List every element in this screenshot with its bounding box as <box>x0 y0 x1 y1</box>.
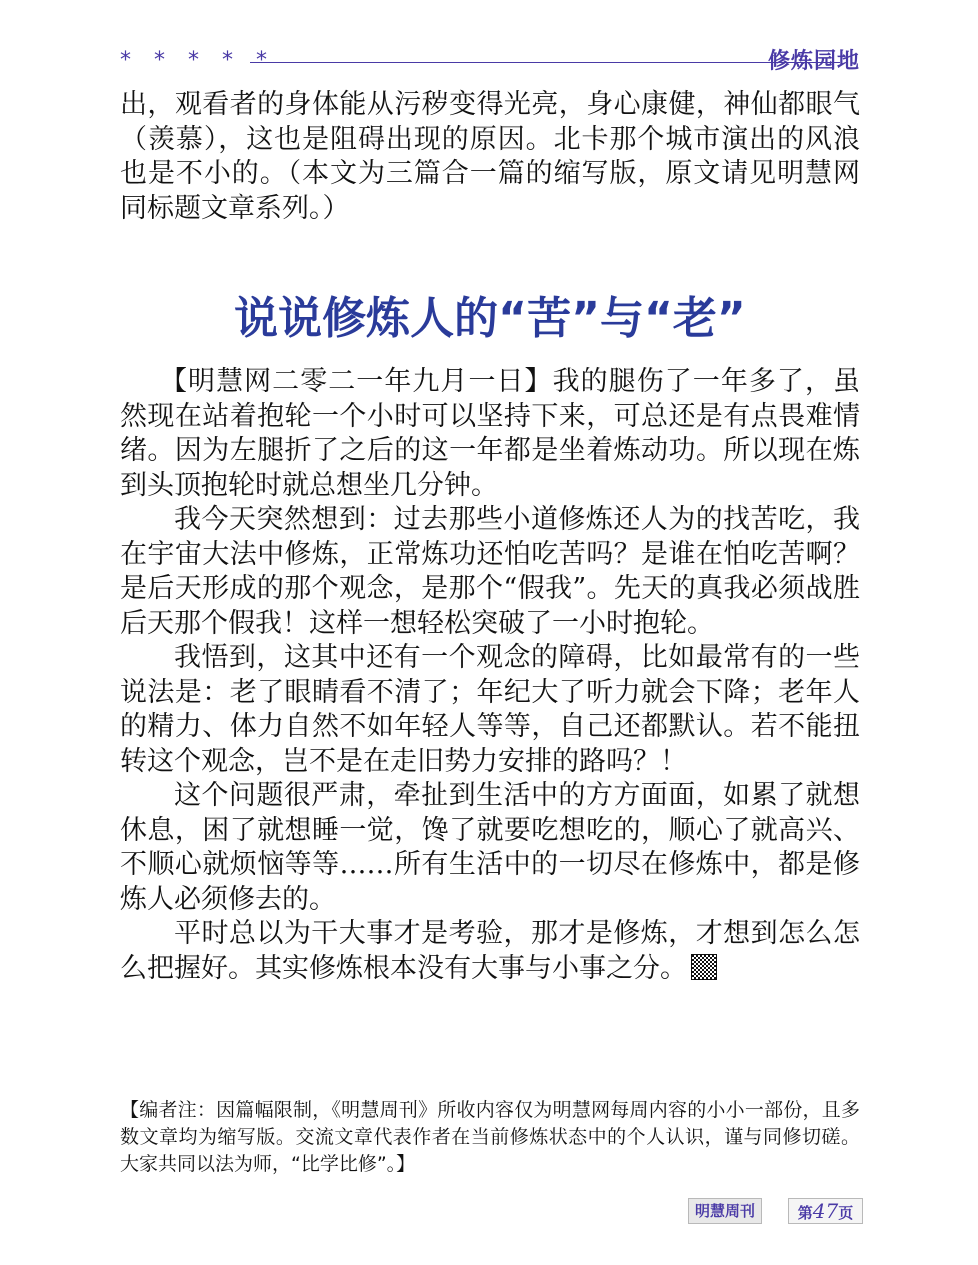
article-paragraph-last <box>120 917 860 986</box>
page-number-box <box>788 1198 863 1224</box>
page-prefix: 第 <box>797 1204 813 1222</box>
article-paragraph: 我悟到，这其中还有一个观念的障碍，比如最常有的一些说法是：老了眼睛看不清了；年纪大了听力就会下降；老年人的精力、体力自然不如年轻人等等，自己还都默认。若不能扭转这个观念，岂不是在走旧势力安排的路吗？！ <box>120 642 860 777</box>
article-title: 说说修炼人的“苦”与“老” <box>234 293 746 344</box>
page-suffix: 页 <box>838 1204 854 1222</box>
previous-article-ending: 出，观看者的身体能从污秽变得光亮，身心康健，神仙都眼气（羡慕），这也是阻碍出现的原因。北卡那个城市演出的风浪也是不小的。（本文为三篇合一篇的缩写版，原文请见明慧网同标题文章系列。） <box>120 89 860 224</box>
page-footer <box>688 1198 863 1224</box>
article-paragraph: 这个问题很严肃，牵扯到生活中的方方面面，如累了就想休息，困了就想睡一觉，馋了就要吃想吃的，顺心了就高兴、不顺心就烦恼等等……所有生活中的一切尽在修炼中，都是修炼人必须修去的。 <box>120 780 860 915</box>
article-paragraph-text: 平时总以为干大事才是考验，那才是修炼，才想到怎么怎么把握好。其实修炼根本没有大事与小事之分。 <box>120 918 860 984</box>
editor-note: 【编者注：因篇幅限制，《明慧周刊》所收内容仅为明慧网每周内容的小小一部份，且多数文章均为缩写版。交流文章代表作者在当前修炼状态中的个人认识，谨与同修切磋。大家共同以法为师，“比学比修”。】 <box>120 1099 860 1175</box>
article-end-mark-icon <box>691 954 717 980</box>
header-stars: * * * * * <box>120 48 275 73</box>
article-paragraph: 【明慧网二零二一年九月一日】我的腿伤了一年多了，虽然现在站着抱轮一个小时可以坚持下来，可总还是有点畏难情绪。因为左腿折了之后的这一年都是坐着炼动功。所以现在炼到头顶抱轮时就总想坐几分钟。 <box>120 366 860 501</box>
article-paragraph: 我今天突然想到：过去那些小道修炼还人为的找苦吃，我在宇宙大法中修炼，正常炼功还怕吃苦吗？是谁在怕吃苦啊？是后天形成的那个观念，是那个“假我”。先天的真我必须战胜后天那个假我！这样一想轻松突破了一小时抱轮。 <box>120 504 860 639</box>
page-number: 47 <box>812 1199 839 1223</box>
article-body <box>120 365 860 986</box>
header-rule <box>250 62 840 63</box>
page-header <box>120 46 860 76</box>
section-title: 修炼园地 <box>767 49 860 74</box>
publication-name: 明慧周刊 <box>688 1198 762 1224</box>
